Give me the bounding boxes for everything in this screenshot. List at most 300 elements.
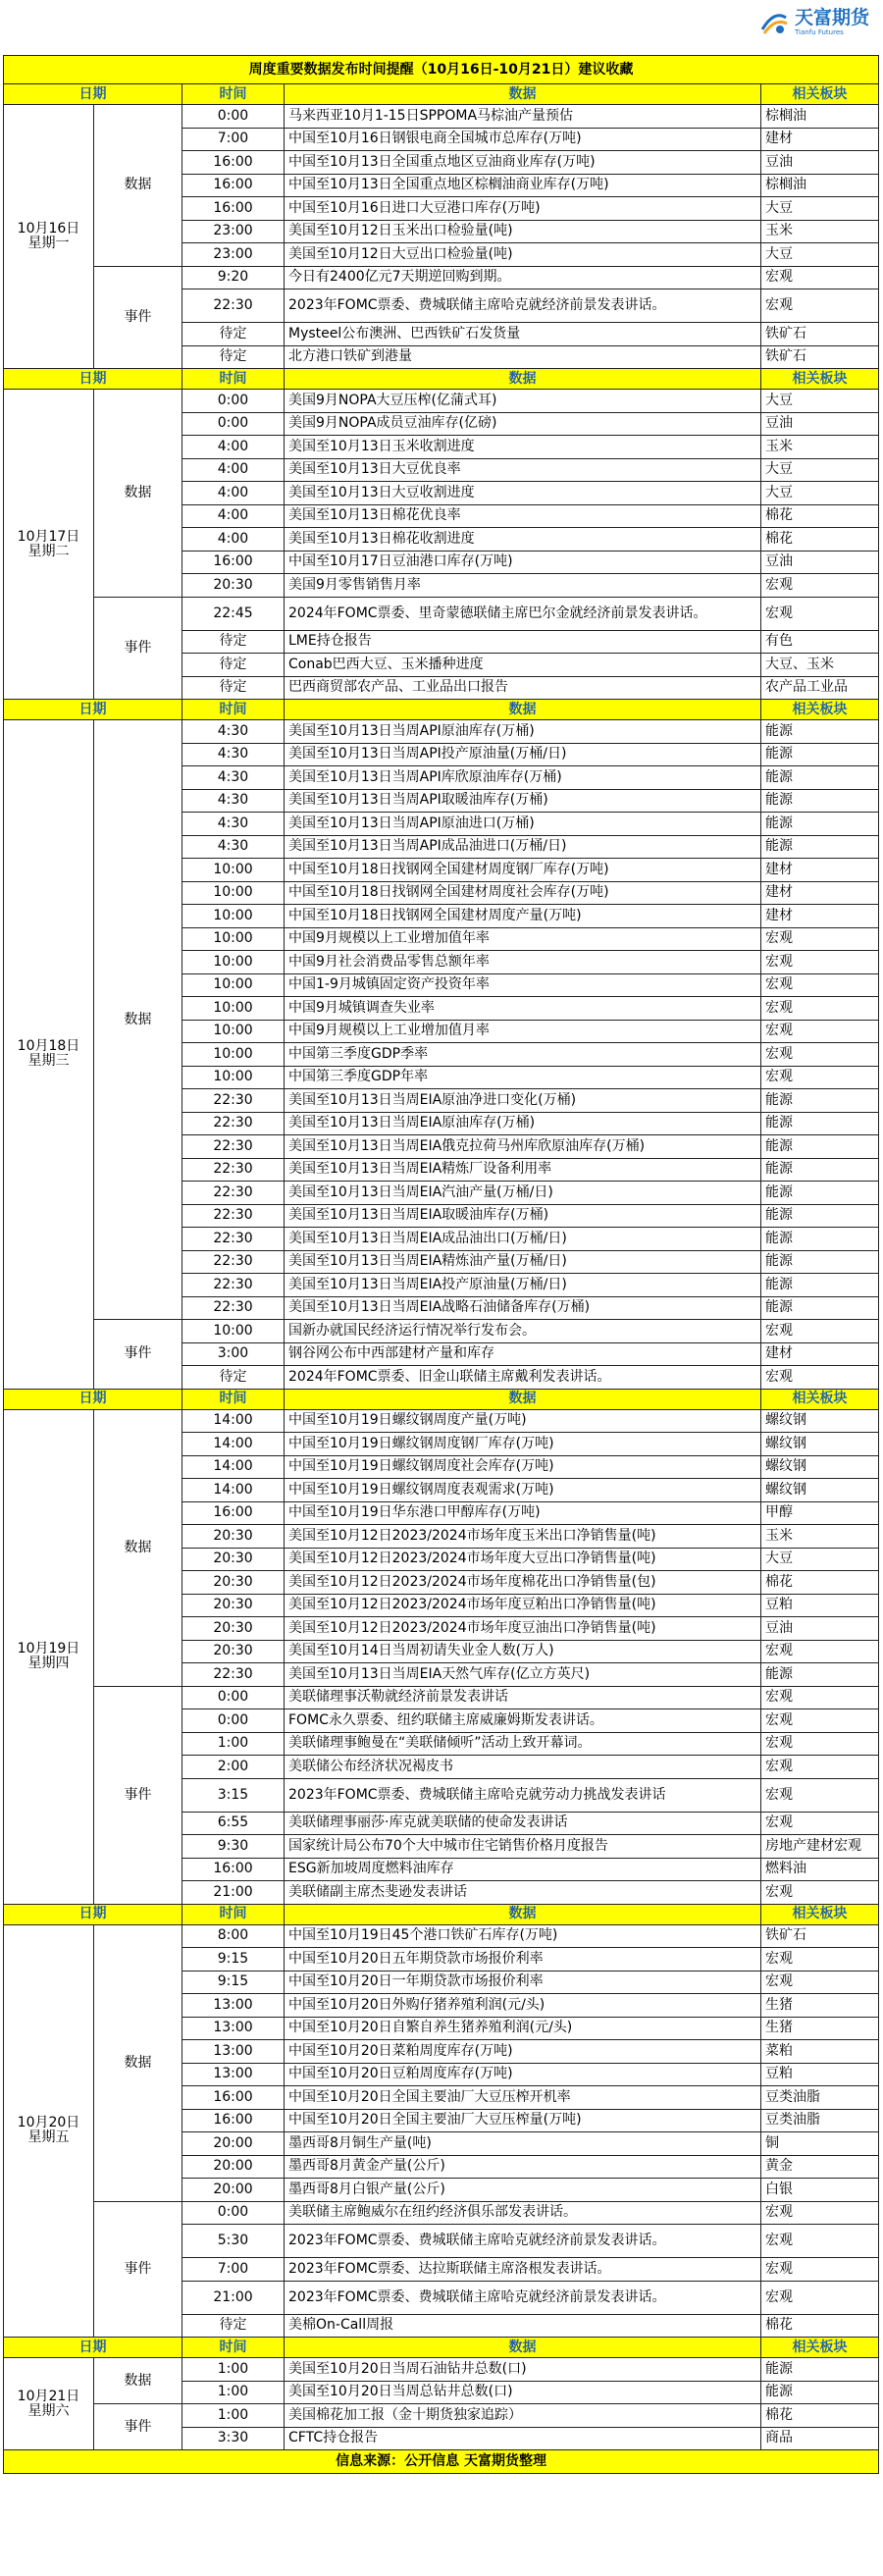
row-text: 中国9月城镇调查失业率 (285, 997, 761, 1021)
row-time: 21:00 (182, 2281, 285, 2314)
row-text: 美国至10月12日2023/2024市场年度大豆出口净销售量(吨) (285, 1548, 761, 1571)
row-sector: 能源 (761, 2381, 879, 2404)
row-sector: 能源 (761, 1182, 879, 1205)
row-sector: 能源 (761, 1089, 879, 1113)
row-time: 待定 (182, 630, 285, 654)
header-sector: 相关板块 (761, 2338, 879, 2358)
row-time: 4:30 (182, 743, 285, 766)
row-sector: 宏观 (761, 1320, 879, 1343)
table-row (4, 2358, 879, 2382)
row-text: 美联储副主席杰斐逊发表讲话 (285, 1881, 761, 1905)
row-text: 墨西哥8月铜生产量(吨) (285, 2132, 761, 2156)
row-time: 待定 (182, 345, 285, 369)
row-sector: 棕榈油 (761, 105, 879, 129)
row-sector: 宏观 (761, 1366, 879, 1390)
row-text: 美国至10月13日当周EIA战略石油储备库存(万桶) (285, 1296, 761, 1320)
row-sector: 能源 (761, 1274, 879, 1297)
group-type: 事件 (94, 2404, 182, 2450)
header-date: 日期 (4, 2338, 182, 2358)
row-sector: 棉花 (761, 2404, 879, 2428)
header-data: 数据 (285, 1904, 761, 1924)
row-time: 4:00 (182, 458, 285, 482)
row-time: 20:30 (182, 1525, 285, 1549)
row-text: 美联储理事丽莎·库克就美联储的使命发表讲话 (285, 1812, 761, 1835)
row-sector: 宏观 (761, 597, 879, 630)
row-sector: 宏观 (761, 1778, 879, 1812)
row-text: 中国至10月13日全国重点地区豆油商业库存(万吨) (285, 151, 761, 175)
row-time: 22:30 (182, 1158, 285, 1182)
top-bar (0, 0, 883, 55)
row-text: 美国9月NOPA大豆压榨(亿蒲式耳) (285, 390, 761, 413)
row-time: 20:30 (182, 1640, 285, 1663)
row-time: 14:00 (182, 1455, 285, 1479)
row-sector: 能源 (761, 1112, 879, 1135)
header-date: 日期 (4, 369, 182, 390)
row-sector: 能源 (761, 813, 879, 836)
row-sector: 有色 (761, 630, 879, 654)
row-text: 中国至10月20日外购仔猪养殖利润(元/头) (285, 1994, 761, 2018)
row-time: 1:00 (182, 2404, 285, 2428)
table-row (4, 597, 879, 630)
group-type: 事件 (94, 2201, 182, 2338)
row-sector: 能源 (761, 1228, 879, 1251)
row-time: 10:00 (182, 1066, 285, 1089)
brand-logo (759, 8, 869, 37)
row-sector: 宏观 (761, 2225, 879, 2258)
row-text: 美国至10月13日大豆收割进度 (285, 482, 761, 505)
row-text: 中国至10月20日豆粕周度库存(万吨) (285, 2063, 761, 2086)
table-row (4, 1924, 879, 1948)
row-text: 中国至10月20日全国主要油厂大豆压榨量(万吨) (285, 2109, 761, 2132)
row-sector: 宏观 (761, 289, 879, 323)
row-sector: 大豆、玉米 (761, 654, 879, 677)
table-row (4, 1409, 879, 1433)
row-time: 9:15 (182, 1948, 285, 1971)
row-time: 3:00 (182, 1342, 285, 1366)
day-date-cell (4, 1924, 94, 2338)
row-sector: 白银 (761, 2179, 879, 2202)
row-text: 美国至10月13日当周API投产原油量(万桶/日) (285, 743, 761, 766)
header-data: 数据 (285, 369, 761, 390)
row-time: 10:00 (182, 951, 285, 974)
header-data: 数据 (285, 84, 761, 105)
row-time: 待定 (182, 323, 285, 346)
row-time: 16:00 (182, 1501, 285, 1525)
header-time: 时间 (182, 1389, 285, 1409)
row-sector: 大豆 (761, 243, 879, 267)
row-sector: 棉花 (761, 1571, 879, 1595)
row-time: 0:00 (182, 2201, 285, 2225)
row-sector: 铜 (761, 2132, 879, 2156)
day-date-cell (4, 2358, 94, 2450)
row-time: 4:30 (182, 835, 285, 859)
row-time: 待定 (182, 676, 285, 700)
row-text: 美国至10月13日当周EIA成品油出口(万桶/日) (285, 1228, 761, 1251)
row-text: 2024年FOMC票委、旧金山联储主席戴利发表讲话。 (285, 1366, 761, 1390)
row-sector: 玉米 (761, 220, 879, 243)
row-sector: 豆油 (761, 412, 879, 436)
row-sector: 螺纹钢 (761, 1409, 879, 1433)
row-sector: 大豆 (761, 1548, 879, 1571)
row-time: 4:30 (182, 789, 285, 813)
table-title: 周度重要数据发布时间提醒（10月16日-10月21日）建议收藏 (4, 56, 879, 84)
row-text: 美国至10月13日当周EIA精炼厂设备利用率 (285, 1158, 761, 1182)
row-sector: 能源 (761, 1204, 879, 1228)
row-time: 20:00 (182, 2132, 285, 2156)
day-weekday: 星期三 (27, 1053, 70, 1070)
row-time: 3:30 (182, 2427, 285, 2450)
row-time: 22:30 (182, 1250, 285, 1274)
table-row (4, 720, 879, 744)
header-date: 日期 (4, 700, 182, 720)
row-time: 22:30 (182, 1182, 285, 1205)
row-text: 美国至10月12日2023/2024市场年度豆油出口净销售量(吨) (285, 1617, 761, 1641)
row-text: 美联储公布经济状况褐皮书 (285, 1756, 761, 1779)
header-sector: 相关板块 (761, 1389, 879, 1409)
row-sector: 宏观 (761, 1881, 879, 1905)
row-time: 10:00 (182, 1320, 285, 1343)
row-sector: 铁矿石 (761, 323, 879, 346)
row-time: 待定 (182, 1366, 285, 1390)
row-time: 16:00 (182, 197, 285, 221)
row-time: 10:00 (182, 997, 285, 1021)
row-sector: 豆类油脂 (761, 2086, 879, 2110)
row-time: 22:30 (182, 1296, 285, 1320)
row-time: 待定 (182, 654, 285, 677)
row-sector: 能源 (761, 743, 879, 766)
row-sector: 能源 (761, 766, 879, 790)
row-sector: 宏观 (761, 2281, 879, 2314)
header-sector: 相关板块 (761, 700, 879, 720)
row-text: 中国至10月20日五年期贷款市场报价利率 (285, 1948, 761, 1971)
row-time: 4:30 (182, 720, 285, 744)
row-sector: 豆类油脂 (761, 2109, 879, 2132)
row-text: 美棉On-Call周报 (285, 2314, 761, 2338)
row-time: 10:00 (182, 927, 285, 951)
row-text: 中国至10月20日一年期贷款市场报价利率 (285, 1971, 761, 1994)
row-time: 10:00 (182, 1020, 285, 1043)
group-type: 数据 (94, 2358, 182, 2404)
row-sector: 能源 (761, 1158, 879, 1182)
table-row (4, 390, 879, 413)
header-row (4, 2338, 879, 2358)
row-time: 16:00 (182, 2086, 285, 2110)
header-sector: 相关板块 (761, 84, 879, 105)
header-row (4, 1904, 879, 1924)
row-time: 22:45 (182, 597, 285, 630)
row-text: 美国至10月13日当周EIA投产原油量(万桶/日) (285, 1274, 761, 1297)
row-text: 中国至10月19日螺纹钢周度表观需求(万吨) (285, 1479, 761, 1502)
row-text: 中国至10月18日找钢网全国建材周度社会库存(万吨) (285, 881, 761, 905)
brand-name-en: Tianfu Futures (794, 28, 844, 36)
group-type: 数据 (94, 1924, 182, 2201)
row-time: 4:30 (182, 766, 285, 790)
day-weekday: 星期五 (27, 2129, 70, 2146)
header-sector: 相关板块 (761, 1904, 879, 1924)
row-text: 中国1-9月城镇固定资产投资年率 (285, 973, 761, 997)
row-sector: 宏观 (761, 951, 879, 974)
row-text: 美国至10月13日棉花优良率 (285, 504, 761, 528)
group-type: 数据 (94, 720, 182, 1320)
row-time: 4:00 (182, 436, 285, 459)
row-time: 14:00 (182, 1409, 285, 1433)
row-text: 美国至10月13日大豆优良率 (285, 458, 761, 482)
row-sector: 能源 (761, 1663, 879, 1687)
day-weekday: 星期二 (27, 543, 70, 559)
row-sector: 棉花 (761, 504, 879, 528)
header-date: 日期 (4, 1904, 182, 1924)
row-text: 中国至10月19日螺纹钢周度钢厂库存(万吨) (285, 1433, 761, 1456)
header-data: 数据 (285, 1389, 761, 1409)
row-time: 3:15 (182, 1778, 285, 1812)
row-time: 8:00 (182, 1924, 285, 1948)
row-sector: 建材 (761, 881, 879, 905)
row-time: 0:00 (182, 105, 285, 129)
row-time: 16:00 (182, 551, 285, 574)
row-text: LME持仓报告 (285, 630, 761, 654)
row-sector: 宏观 (761, 2201, 879, 2225)
row-time: 9:15 (182, 1971, 285, 1994)
row-sector: 生猪 (761, 1994, 879, 2018)
row-sector: 大豆 (761, 197, 879, 221)
row-time: 16:00 (182, 174, 285, 197)
row-text: 美国9月NOPA成员豆油库存(亿磅) (285, 412, 761, 436)
row-time: 20:00 (182, 2179, 285, 2202)
row-time: 20:30 (182, 1617, 285, 1641)
day-date-cell (4, 390, 94, 700)
row-text: 美联储主席鲍威尔在纽约经济俱乐部发表讲话。 (285, 2201, 761, 2225)
row-time: 21:00 (182, 1881, 285, 1905)
day-date: 10月18日 (17, 1038, 80, 1055)
row-text: 美国9月零售销售月率 (285, 574, 761, 598)
row-time: 16:00 (182, 151, 285, 175)
group-type: 事件 (94, 597, 182, 700)
row-text: 美国至10月13日当周EIA精炼油产量(万桶/日) (285, 1250, 761, 1274)
row-text: 美国至10月13日当周EIA天然气库存(亿立方英尺) (285, 1663, 761, 1687)
day-date: 10月20日 (17, 2115, 80, 2131)
row-sector: 宏观 (761, 2258, 879, 2282)
row-sector: 棕榈油 (761, 174, 879, 197)
row-sector: 宏观 (761, 1948, 879, 1971)
row-sector: 房地产建材宏观 (761, 1835, 879, 1859)
row-text: 中国至10月16日进口大豆港口库存(万吨) (285, 197, 761, 221)
row-time: 0:00 (182, 1686, 285, 1709)
row-text: 美国至10月13日当周EIA原油净进口变化(万桶) (285, 1089, 761, 1113)
row-sector: 宏观 (761, 1709, 879, 1733)
row-text: 巴西商贸部农产品、工业品出口报告 (285, 676, 761, 700)
table-row (4, 1686, 879, 1709)
row-time: 22:30 (182, 1204, 285, 1228)
row-sector: 螺纹钢 (761, 1455, 879, 1479)
row-text: 马来西亚10月1-15日SPPOMA马棕油产量预估 (285, 105, 761, 129)
header-date: 日期 (4, 1389, 182, 1409)
row-sector: 甲醇 (761, 1501, 879, 1525)
table-row (4, 2404, 879, 2428)
row-time: 4:00 (182, 504, 285, 528)
row-sector: 棉花 (761, 2314, 879, 2338)
row-text: 中国至10月19日螺纹钢周度社会库存(万吨) (285, 1455, 761, 1479)
row-time: 13:00 (182, 2063, 285, 2086)
row-time: 22:30 (182, 1228, 285, 1251)
row-sector: 建材 (761, 1342, 879, 1366)
row-time: 4:30 (182, 813, 285, 836)
row-sector: 豆油 (761, 1617, 879, 1641)
row-text: ESG新加坡周度燃料油库存 (285, 1858, 761, 1881)
row-text: 美国至10月20日当周石油钻井总数(口) (285, 2358, 761, 2382)
table-row (4, 105, 879, 129)
row-text: 美国至10月13日当周EIA俄克拉荷马州库欣原油库存(万桶) (285, 1135, 761, 1159)
row-time: 5:30 (182, 2225, 285, 2258)
row-text: 中国至10月18日找钢网全国建材周度钢厂库存(万吨) (285, 859, 761, 882)
brand-mark-icon (759, 8, 789, 37)
day-date-cell (4, 1409, 94, 1904)
row-time: 16:00 (182, 2109, 285, 2132)
row-sector: 建材 (761, 859, 879, 882)
row-sector: 能源 (761, 1135, 879, 1159)
row-time: 23:00 (182, 220, 285, 243)
row-text: 今日有2400亿元7天期逆回购到期。 (285, 266, 761, 289)
row-text: 美国至10月13日当周API成品油进口(万桶/日) (285, 835, 761, 859)
row-time: 0:00 (182, 1709, 285, 1733)
row-sector: 大豆 (761, 458, 879, 482)
row-text: 2023年FOMC票委、费城联储主席哈克就经济前景发表讲话。 (285, 289, 761, 323)
brand-name: 天富期货 (794, 7, 869, 28)
header-time: 时间 (182, 2338, 285, 2358)
row-sector: 能源 (761, 1296, 879, 1320)
row-text: FOMC永久票委、纽约联储主席威廉姆斯发表讲话。 (285, 1709, 761, 1733)
row-sector: 农产品工业品 (761, 676, 879, 700)
row-text: 墨西哥8月白银产量(公斤) (285, 2179, 761, 2202)
group-type: 事件 (94, 1686, 182, 1904)
header-time: 时间 (182, 1904, 285, 1924)
header-data: 数据 (285, 2338, 761, 2358)
row-sector: 玉米 (761, 436, 879, 459)
row-text: 美国至10月13日当周API取暖油库存(万桶) (285, 789, 761, 813)
day-weekday: 星期六 (27, 2402, 70, 2419)
row-text: 美国至10月13日玉米收割进度 (285, 436, 761, 459)
row-time: 22:30 (182, 1663, 285, 1687)
row-text: 美联储理事沃勒就经济前景发表讲话 (285, 1686, 761, 1709)
row-time: 22:30 (182, 1274, 285, 1297)
group-type: 数据 (94, 1409, 182, 1686)
row-sector: 能源 (761, 789, 879, 813)
row-text: 中国至10月19日华东港口甲醇库存(万吨) (285, 1501, 761, 1525)
row-sector: 宏观 (761, 1971, 879, 1994)
row-time: 10:00 (182, 905, 285, 928)
header-time: 时间 (182, 700, 285, 720)
row-sector: 宏观 (761, 1066, 879, 1089)
row-text: 中国至10月20日自繁自养生猪养殖利润(元/头) (285, 2017, 761, 2040)
row-sector: 能源 (761, 720, 879, 744)
row-text: 美国至10月13日棉花收割进度 (285, 528, 761, 552)
row-text: 美国至10月13日当周EIA汽油产量(万桶/日) (285, 1182, 761, 1205)
row-time: 13:00 (182, 2040, 285, 2064)
row-text: 美联储理事鲍曼在“美联储倾听”活动上致开幕词。 (285, 1732, 761, 1756)
row-text: CFTC持仓报告 (285, 2427, 761, 2450)
row-text: 中国第三季度GDP年率 (285, 1066, 761, 1089)
row-time: 23:00 (182, 243, 285, 267)
header-time: 时间 (182, 369, 285, 390)
row-sector: 螺纹钢 (761, 1479, 879, 1502)
row-sector: 宏观 (761, 574, 879, 598)
row-text: 美国至10月12日2023/2024市场年度玉米出口净销售量(吨) (285, 1525, 761, 1549)
row-time: 22:30 (182, 289, 285, 323)
day-date: 10月19日 (17, 1641, 80, 1656)
row-sector: 豆油 (761, 151, 879, 175)
row-sector: 螺纹钢 (761, 1433, 879, 1456)
table-row (4, 1320, 879, 1343)
row-text: 2023年FOMC票委、费城联储主席哈克就经济前景发表讲话。 (285, 2225, 761, 2258)
row-time: 1:00 (182, 2358, 285, 2382)
header-row (4, 369, 879, 390)
schedule-table (3, 55, 879, 2474)
row-time: 10:00 (182, 973, 285, 997)
row-time: 待定 (182, 2314, 285, 2338)
row-text: 国家统计局公布70个大中城市住宅销售价格月度报告 (285, 1835, 761, 1859)
header-row (4, 84, 879, 105)
row-text: 中国至10月19日45个港口铁矿石库存(万吨) (285, 1924, 761, 1948)
row-time: 10:00 (182, 859, 285, 882)
row-time: 22:30 (182, 1089, 285, 1113)
row-text: 中国第三季度GDP季率 (285, 1043, 761, 1067)
row-time: 2:00 (182, 1756, 285, 1779)
group-type: 数据 (94, 105, 182, 267)
header-row (4, 700, 879, 720)
day-date: 10月21日 (17, 2388, 80, 2404)
row-sector: 能源 (761, 835, 879, 859)
day-date: 10月16日 (17, 221, 80, 237)
day-date-cell (4, 720, 94, 1390)
row-time: 9:30 (182, 1835, 285, 1859)
row-text: 美国至10月12日2023/2024市场年度豆粕出口净销售量(吨) (285, 1594, 761, 1617)
row-text: 美国至10月14日当周初请失业金人数(万人) (285, 1640, 761, 1663)
row-text: 美国棉花加工报（金十期货独家追踪） (285, 2404, 761, 2428)
group-type: 事件 (94, 1320, 182, 1390)
row-time: 7:00 (182, 2258, 285, 2282)
row-text: 2023年FOMC票委、费城联储主席哈克就劳动力挑战发表讲话 (285, 1778, 761, 1812)
table-row (4, 266, 879, 289)
header-time: 时间 (182, 84, 285, 105)
day-date-cell (4, 105, 94, 369)
row-sector: 生猪 (761, 2017, 879, 2040)
table-row (4, 2201, 879, 2225)
row-sector: 黄金 (761, 2155, 879, 2179)
footer-row (4, 2450, 879, 2474)
row-sector: 大豆 (761, 390, 879, 413)
row-time: 16:00 (182, 1858, 285, 1881)
row-text: 美国至10月13日当周API原油库存(万桶) (285, 720, 761, 744)
row-time: 0:00 (182, 390, 285, 413)
row-sector: 宏观 (761, 1043, 879, 1067)
header-sector: 相关板块 (761, 369, 879, 390)
group-type: 事件 (94, 266, 182, 369)
row-text: 中国至10月19日螺纹钢周度产量(万吨) (285, 1409, 761, 1433)
row-time: 10:00 (182, 881, 285, 905)
row-time: 20:30 (182, 1571, 285, 1595)
row-time: 20:30 (182, 1548, 285, 1571)
row-sector: 大豆 (761, 482, 879, 505)
row-sector: 燃料油 (761, 1858, 879, 1881)
row-sector: 玉米 (761, 1525, 879, 1549)
row-text: 美国至10月12日大豆出口检验量(吨) (285, 243, 761, 267)
day-weekday: 星期四 (27, 1656, 70, 1671)
row-sector: 宏观 (761, 1756, 879, 1779)
row-sector: 豆粕 (761, 2063, 879, 2086)
row-time: 0:00 (182, 412, 285, 436)
row-text: 中国至10月16日钢银电商全国城市总库存(万吨) (285, 128, 761, 151)
row-sector: 宏观 (761, 1640, 879, 1663)
row-time: 22:30 (182, 1112, 285, 1135)
